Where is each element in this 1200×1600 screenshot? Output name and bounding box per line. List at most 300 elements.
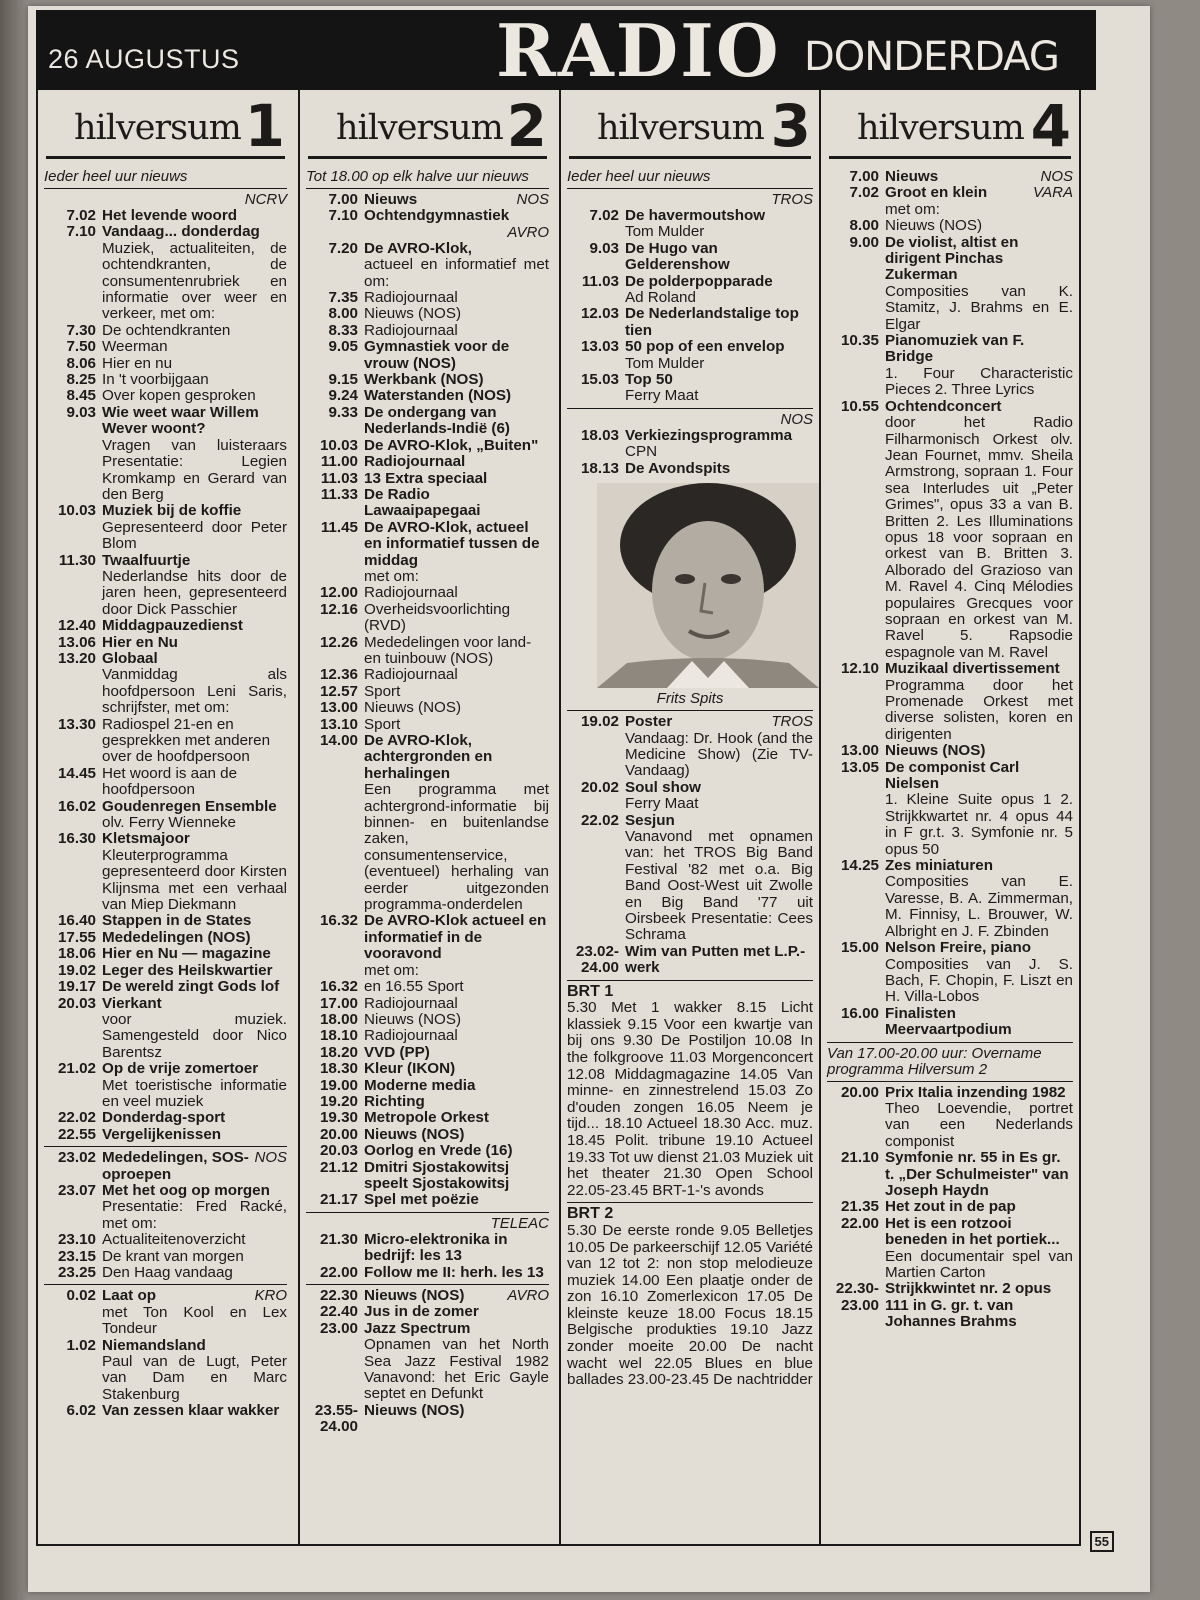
program-time: 18.30 bbox=[319, 1060, 358, 1078]
program-row bbox=[567, 461, 813, 477]
page-header bbox=[36, 8, 1096, 93]
program-row bbox=[567, 208, 813, 224]
program-time: 21.35 bbox=[840, 1198, 879, 1216]
program-time: 9.15 bbox=[328, 371, 358, 389]
program-time: 9.33 bbox=[328, 403, 358, 421]
program-subitem: Hier en nu bbox=[102, 354, 173, 372]
brt1-title: BRT 1 bbox=[567, 982, 614, 1000]
program-subitem: Actualiteitenoverzicht bbox=[102, 1231, 246, 1249]
program-time: 12.40 bbox=[57, 617, 96, 635]
program-time: 10.35 bbox=[840, 332, 879, 350]
program-row bbox=[827, 858, 1073, 874]
program-subitem: Radiojournaal bbox=[364, 289, 458, 307]
program-time: 21.12 bbox=[319, 1158, 358, 1176]
brt2-block bbox=[567, 1206, 813, 1389]
program-title: Werkbank (NOS) bbox=[364, 371, 484, 389]
program-title: Van zessen klaar wakker bbox=[102, 1402, 280, 1420]
divider bbox=[306, 188, 549, 189]
program-title: Radiojournaal bbox=[364, 453, 466, 471]
divider bbox=[567, 710, 813, 711]
program-row bbox=[44, 963, 287, 979]
program-time: 0.02 bbox=[66, 1287, 96, 1305]
program-title: De AVRO-Klok, achtergronden en herhalingen bbox=[364, 732, 493, 782]
program-description: door het Radio Filharmonisch Orkest olv. Jean Fournet, mmv. Sheila Armstrong, sopraan 1. Four sea Interludes uit „Peter Grimes", opus 33 a van B. Britten 2. Les Illuminations opus 18 voor sopraan en orkest van B. Britten 3. Alborado del Grazioso van M. Ravel 4. Cinq Mélodies populaires Grecques voor sopraan en orkest van M. Ravel 5. Rapsodie espagnole van M. Ravel bbox=[885, 414, 1073, 661]
program-row bbox=[306, 1143, 549, 1159]
program-row bbox=[306, 290, 549, 306]
program-row bbox=[827, 1150, 1073, 1199]
program-time: 9.03 bbox=[589, 239, 619, 257]
program-time: 7.02 bbox=[66, 207, 96, 224]
program-time: 23.00 bbox=[319, 1319, 358, 1337]
program-description: met om: bbox=[364, 961, 419, 979]
station-name: hilversum bbox=[597, 108, 764, 148]
program-description: met om: bbox=[885, 200, 940, 218]
program-time: 7.02 bbox=[849, 184, 879, 202]
program-row bbox=[44, 224, 287, 240]
program-row bbox=[44, 405, 287, 438]
program-time: 12.03 bbox=[580, 305, 619, 323]
program-row bbox=[306, 306, 549, 322]
program-time: 7.02 bbox=[589, 207, 619, 224]
program-description: Een documentair spel van Martien Carton bbox=[885, 1247, 1073, 1281]
program-items bbox=[827, 169, 1073, 1331]
program-title: Nieuws (NOS) bbox=[364, 1287, 465, 1304]
divider bbox=[567, 1202, 813, 1203]
program-title: VVD (PP) bbox=[364, 1043, 430, 1061]
program-title: De wereld zingt Gods lof bbox=[102, 978, 280, 996]
program-title: Hier en Nu — magazine bbox=[102, 945, 271, 963]
program-row bbox=[306, 1232, 549, 1265]
program-row bbox=[306, 1094, 549, 1110]
divider bbox=[567, 980, 813, 981]
column-hilversum-4 bbox=[819, 90, 1081, 1544]
program-time: 13.30 bbox=[57, 715, 96, 733]
program-title: De violist, altist en dirigent Pinchas Zukerman bbox=[885, 233, 1019, 284]
program-row bbox=[306, 635, 549, 668]
program-row bbox=[306, 667, 549, 683]
presenter-photo bbox=[597, 483, 809, 688]
program-time: 11.03 bbox=[320, 469, 358, 487]
program-time: 23.07 bbox=[57, 1181, 96, 1199]
program-row bbox=[306, 1321, 549, 1337]
divider bbox=[567, 188, 813, 189]
program-time: 12.26 bbox=[319, 633, 358, 651]
program-subitem: Nieuws (NOS) bbox=[364, 305, 462, 323]
program-row bbox=[306, 602, 549, 635]
program-time: 15.03 bbox=[580, 371, 619, 389]
station-heading bbox=[308, 90, 547, 159]
program-description: met Ton Kool en Lex Tondeur bbox=[102, 1303, 287, 1338]
program-row bbox=[44, 1183, 287, 1199]
program-description: 1. Four Characteristic Pieces 2. Three Lyrics bbox=[885, 364, 1073, 399]
program-row bbox=[827, 1085, 1073, 1101]
program-time: 21.17 bbox=[319, 1191, 358, 1209]
header-date: 26 AUGUSTUS bbox=[48, 44, 240, 74]
program-time: 9.05 bbox=[328, 338, 358, 356]
program-row bbox=[567, 780, 813, 796]
program-time: 8.45 bbox=[66, 387, 96, 405]
program-title: Moderne media bbox=[364, 1076, 476, 1094]
program-row bbox=[44, 372, 287, 388]
program-subitem: Overheidsvoorlichting (RVD) bbox=[364, 600, 511, 635]
broadcaster-label: NOS bbox=[254, 1149, 287, 1167]
program-description: Ferry Maat bbox=[625, 795, 699, 813]
program-row bbox=[44, 651, 287, 667]
program-subitem: Het woord is aan de hoofdpersoon bbox=[102, 764, 238, 799]
program-title: De AVRO-Klok, bbox=[364, 239, 473, 257]
program-title: Het is een rotzooi beneden in het portiek... bbox=[885, 1214, 1060, 1249]
station-heading bbox=[829, 90, 1071, 159]
program-title: Gymnastiek voor de vrouw (NOS) bbox=[364, 338, 510, 372]
program-title: De AVRO-Klok, „Buiten" bbox=[364, 436, 539, 454]
program-items-top bbox=[567, 192, 813, 477]
program-title: Nelson Freire, piano bbox=[885, 939, 1032, 957]
program-row bbox=[827, 218, 1073, 234]
program-time: 20.03 bbox=[57, 994, 96, 1012]
program-time: 11.45 bbox=[320, 518, 358, 536]
program-description: Gepresenteerd door Peter Blom bbox=[102, 518, 287, 553]
program-time: 17.00 bbox=[319, 994, 358, 1012]
news-note: Ieder heel uur nieuws bbox=[567, 168, 711, 185]
program-title: Stappen in de States bbox=[102, 912, 252, 930]
program-row bbox=[567, 428, 813, 444]
program-title: Nieuws bbox=[364, 191, 418, 208]
program-time: 7.00 bbox=[849, 168, 879, 185]
column-hilversum-1 bbox=[36, 90, 293, 1544]
program-subitem: Radiojournaal bbox=[364, 584, 458, 602]
program-row bbox=[306, 733, 549, 782]
program-row bbox=[306, 520, 549, 569]
program-subitem: Den Haag vandaag bbox=[102, 1264, 233, 1281]
program-description: olv. Ferry Wienneke bbox=[102, 814, 236, 832]
program-title: Vergelijkenissen bbox=[102, 1125, 222, 1143]
program-row bbox=[827, 1281, 1073, 1330]
brt1-schedule: 5.30 Met 1 wakker 8.15 Licht klassiek 9.15 Voor een kwartje van bij ons 9.30 De Postiljon 10.08 In the folkgroove 11.03 Morgenconcert 12.08 Middagmagazine 14.05 Van minne- en zinnestrelend 15.03 Zo d'ouden zongen 16.05 Neem je tijd... 18.10 Actueel 18.30 Acc. muz. 18.45 Polit. tribune 19.10 Actueel 19.33 Tot uw dienst 21.03 Muziek uit het theater 21.30 Open School 22.05-23.45 BRT-1-'s avonds bbox=[567, 999, 813, 1199]
program-time: 22.30-23.00 bbox=[835, 1280, 879, 1314]
program-row bbox=[306, 388, 549, 404]
program-time: 11.00 bbox=[320, 453, 358, 471]
program-title: Laat op bbox=[102, 1287, 157, 1305]
photo-caption: Frits Spits bbox=[656, 690, 724, 708]
program-subitem: Mededelingen voor land- en tuinbouw (NOS) bbox=[364, 633, 532, 667]
program-time: 16.32 bbox=[319, 978, 358, 996]
program-row bbox=[44, 1249, 287, 1265]
program-time: 18.06 bbox=[57, 945, 96, 963]
program-title: Pianomuziek van F. Bridge bbox=[885, 332, 1025, 366]
program-time: 11.33 bbox=[320, 485, 358, 503]
column-hilversum-3 bbox=[559, 90, 819, 1544]
program-title: Niemandsland bbox=[102, 1336, 206, 1354]
divider bbox=[44, 188, 287, 189]
station-name: hilversum bbox=[74, 108, 241, 148]
program-time: 21.10 bbox=[840, 1149, 879, 1167]
column-hilversum-2 bbox=[298, 90, 555, 1544]
broadcaster-label: KRO bbox=[254, 1287, 287, 1305]
program-row bbox=[827, 1006, 1073, 1039]
program-row bbox=[44, 356, 287, 372]
station-heading bbox=[46, 90, 285, 159]
program-subitem: De krant van morgen bbox=[102, 1247, 244, 1265]
program-subitem: en 16.55 Sport bbox=[364, 978, 464, 996]
program-title: Muziek bij de koffie bbox=[102, 502, 242, 520]
station-name: hilversum bbox=[336, 108, 503, 148]
program-title: Vandaag... donderdag bbox=[102, 223, 260, 241]
program-time: 22.02 bbox=[57, 1109, 96, 1127]
program-subitem: Radiojournaal bbox=[364, 1027, 458, 1045]
program-description: voor muziek. Samengesteld door Nico Barentsz bbox=[102, 1010, 287, 1061]
program-title: Goudenregen Ensemble bbox=[102, 797, 277, 815]
divider bbox=[44, 1284, 287, 1285]
program-row bbox=[44, 831, 287, 847]
program-subitem: Sport bbox=[364, 682, 401, 700]
program-time: 8.33 bbox=[328, 321, 358, 339]
program-time: 9.00 bbox=[849, 233, 879, 251]
program-row bbox=[306, 454, 549, 470]
program-time: 8.00 bbox=[328, 305, 358, 323]
program-row bbox=[44, 766, 287, 799]
program-row bbox=[44, 1110, 287, 1126]
program-row bbox=[306, 1110, 549, 1126]
program-title: Kletsmajoor bbox=[102, 830, 190, 848]
program-description: Ferry Maat bbox=[625, 387, 699, 405]
broadcaster-label: VARA bbox=[1032, 184, 1073, 202]
program-row bbox=[44, 1232, 287, 1248]
program-time: 10.55 bbox=[840, 397, 879, 415]
program-description: Met toeristische informatie en veel muziek bbox=[102, 1076, 287, 1110]
header-day: DONDERDAG bbox=[804, 34, 1059, 80]
program-title: Nieuws bbox=[885, 168, 939, 185]
program-description: Composities van K. Stamitz, J. Brahms en E. Elgar bbox=[885, 282, 1073, 333]
program-row bbox=[827, 185, 1073, 201]
program-row bbox=[44, 946, 287, 962]
program-time: 20.02 bbox=[580, 778, 619, 796]
program-time: 16.32 bbox=[319, 912, 358, 930]
program-time: 14.00 bbox=[319, 732, 358, 749]
program-title: Waterstanden (NOS) bbox=[364, 387, 512, 405]
program-title: Middagpauzedienst bbox=[102, 617, 243, 635]
program-row bbox=[44, 1061, 287, 1077]
program-title: Met het oog op morgen bbox=[102, 1181, 270, 1199]
program-time: 1.02 bbox=[66, 1336, 96, 1354]
program-time: 14.45 bbox=[57, 764, 96, 782]
program-row bbox=[306, 405, 549, 438]
program-title: Nieuws (NOS) bbox=[885, 742, 986, 760]
program-subitem: Nieuws (NOS) bbox=[364, 1010, 462, 1028]
program-title: Prix Italia inzending 1982 bbox=[885, 1083, 1066, 1101]
divider bbox=[44, 1146, 287, 1147]
program-title: Twaalfuurtje bbox=[102, 551, 191, 569]
program-description: Composities van E. Varesse, B. A. Zimmerman, M. Finnisy, L. Brouwer, W. Albright en J. F. Zbinden bbox=[885, 873, 1073, 940]
program-time: 16.02 bbox=[57, 797, 96, 815]
program-title: Op de vrije zomertoer bbox=[102, 1060, 259, 1078]
program-row bbox=[306, 1304, 549, 1320]
program-description: Vragen van luisteraars Presentatie: Legien Kromkamp en Gerard van den Berg bbox=[102, 436, 287, 503]
program-title: Spel met poëzie bbox=[364, 1191, 479, 1209]
program-time: 22.02 bbox=[580, 811, 619, 829]
program-row bbox=[44, 323, 287, 339]
program-row bbox=[827, 940, 1073, 956]
broadcaster-label: NCRV bbox=[244, 191, 287, 208]
program-row bbox=[44, 913, 287, 929]
program-description: Tom Mulder bbox=[625, 223, 705, 241]
adjacent-page-edge bbox=[0, 0, 28, 1600]
program-row bbox=[567, 372, 813, 388]
program-time: 8.06 bbox=[66, 354, 96, 372]
program-row bbox=[44, 979, 287, 995]
program-row bbox=[44, 553, 287, 569]
program-description: Vandaag: Dr. Hook (and the Medicine Show) (Zie TV-Vandaag) bbox=[625, 729, 813, 780]
program-time: 13.05 bbox=[840, 758, 879, 776]
program-time: 23.02-24.00 bbox=[575, 942, 619, 977]
program-row bbox=[44, 930, 287, 946]
program-title: 13 Extra speciaal bbox=[364, 469, 488, 487]
program-time: 20.03 bbox=[319, 1142, 358, 1160]
program-row bbox=[44, 1403, 287, 1419]
program-time: 12.10 bbox=[840, 660, 879, 678]
program-title: Strijkkwintet nr. 2 opus 111 in G. gr. t. van Johannes Brahms bbox=[885, 1280, 1052, 1331]
program-row bbox=[306, 1403, 549, 1436]
program-description: Programma door het Promenade Orkest met diverse solisten, koren en dirigenten bbox=[885, 676, 1073, 743]
brt2-schedule: 5.30 De eerste ronde 9.05 Belletjes 10.05 De parkeerschijf 12.05 Variété van 12 tot 2: non stop melodieuze muziek 14.00 Een plaatje onder de zon 16.10 Zomerlexicon 17.05 De kleinste keuze 18.00 Focus 18.15 Belgische produkties 19.10 Jazz zonder moeite 20.00 De nacht wacht wel 22.05 Blues en blue ballades 23.00-23.45 De nachtridder bbox=[567, 1221, 813, 1389]
program-description: Composities van J. S. Bach, F. Chopin, F. Liszt en H. Villa-Lobos bbox=[885, 955, 1073, 1006]
program-title: Nieuws (NOS) bbox=[364, 1401, 465, 1419]
program-row bbox=[44, 388, 287, 404]
program-time: 13.03 bbox=[580, 338, 619, 356]
program-title: Top 50 bbox=[625, 371, 673, 389]
program-time: 13.00 bbox=[840, 742, 879, 760]
program-time: 7.10 bbox=[66, 223, 96, 241]
program-row bbox=[44, 1150, 287, 1183]
program-title: Verkiezingsprogramma bbox=[625, 426, 793, 444]
program-row bbox=[827, 1199, 1073, 1215]
program-row bbox=[306, 1127, 549, 1143]
program-row bbox=[306, 1192, 549, 1208]
program-time: 20.00 bbox=[840, 1083, 879, 1101]
program-time: 8.25 bbox=[66, 371, 96, 389]
program-row bbox=[567, 813, 813, 829]
magazine-page bbox=[28, 6, 1150, 1592]
program-row bbox=[44, 635, 287, 651]
program-row bbox=[306, 1288, 549, 1304]
program-description: Muziek, actualiteiten, de ochtendkranten, de consumentenrubriek en informatie over weer en verkeer, met om: bbox=[102, 239, 287, 323]
program-description: Paul van de Lugt, Peter van Dam en Marc Stakenburg bbox=[102, 1353, 287, 1403]
program-title: Jazz Spectrum bbox=[364, 1319, 471, 1337]
program-title: Oorlog en Vrede (16) bbox=[364, 1142, 513, 1160]
program-title: Micro-elektronika in bedrijf: les 13 bbox=[364, 1230, 508, 1265]
program-row bbox=[827, 743, 1073, 759]
broadcaster-label: TROS bbox=[771, 713, 813, 731]
program-title: Mededelingen (NOS) bbox=[102, 928, 251, 946]
program-description: Vanmiddag als hoofdpersoon Leni Saris, schrijfster, met om: bbox=[102, 666, 287, 717]
program-time: 7.00 bbox=[328, 191, 358, 208]
program-title: Richting bbox=[364, 1092, 425, 1110]
broadcaster-label: AVRO bbox=[507, 1287, 549, 1304]
program-row bbox=[306, 471, 549, 487]
program-row bbox=[567, 714, 813, 730]
program-time: 18.00 bbox=[319, 1010, 358, 1028]
divider bbox=[306, 1284, 549, 1285]
program-subitem: Radiojournaal bbox=[364, 994, 458, 1012]
program-time: 16.30 bbox=[57, 830, 96, 848]
program-title: Kleur (IKON) bbox=[364, 1060, 456, 1078]
station-number: 2 bbox=[506, 92, 547, 160]
program-title: De AVRO-Klok actueel en informatief in de vooravond bbox=[364, 912, 547, 963]
brt1-block bbox=[567, 984, 813, 1200]
program-time: 23.10 bbox=[57, 1231, 96, 1249]
program-subitem: Over kopen gesproken bbox=[102, 387, 256, 405]
program-time: 19.02 bbox=[57, 961, 96, 979]
program-title: Groot en klein bbox=[885, 184, 988, 202]
program-row bbox=[827, 399, 1073, 415]
divider bbox=[827, 1081, 1073, 1082]
program-row bbox=[567, 339, 813, 355]
bottom-rule bbox=[36, 1544, 1081, 1546]
program-title: De Radio Lawaaipapegaai bbox=[364, 485, 481, 520]
program-row bbox=[567, 306, 813, 339]
program-row bbox=[306, 323, 549, 339]
program-row bbox=[567, 241, 813, 274]
program-row bbox=[567, 274, 813, 290]
program-time: 6.02 bbox=[66, 1402, 96, 1420]
program-row bbox=[827, 661, 1073, 677]
broadcaster-label: TELEAC bbox=[490, 1214, 549, 1232]
program-title: De Avondspits bbox=[625, 459, 731, 477]
program-row bbox=[306, 979, 549, 995]
program-subitem: Nieuws (NOS) bbox=[364, 699, 462, 717]
program-time: 15.00 bbox=[840, 939, 879, 957]
program-time: 23.55-24.00 bbox=[314, 1401, 358, 1436]
news-note: Tot 18.00 op elk halve uur nieuws bbox=[306, 168, 529, 185]
program-row bbox=[306, 1028, 549, 1044]
program-row bbox=[306, 372, 549, 388]
program-subitem: Radiojournaal bbox=[364, 666, 458, 684]
program-items-bottom bbox=[567, 710, 813, 977]
program-title: De componist Carl Nielsen bbox=[885, 758, 1020, 793]
program-time: 7.30 bbox=[66, 321, 96, 339]
divider bbox=[306, 1212, 549, 1213]
program-time: 16.00 bbox=[840, 1004, 879, 1022]
program-time: 22.00 bbox=[840, 1214, 879, 1232]
program-title: Wie weet waar Willem Wever woont? bbox=[102, 403, 259, 438]
program-title: Zes miniaturen bbox=[885, 857, 994, 875]
program-subitem: Radiospel 21-en en gesprekken met anderen over de hoofdpersoon bbox=[102, 715, 271, 766]
station-name: hilversum bbox=[857, 108, 1024, 148]
program-time: 10.03 bbox=[319, 436, 358, 454]
program-title: De polderpopparade bbox=[625, 272, 773, 290]
program-row bbox=[306, 913, 549, 962]
program-description: 1. Kleine Suite opus 1 2. Strijkkwartet nr. 4 opus 44 in F gr.t. 3. Symfonie nr. 5 opus 50 bbox=[885, 791, 1073, 858]
program-time: 12.36 bbox=[319, 666, 358, 684]
program-title: De havermoutshow bbox=[625, 207, 766, 224]
program-description: Presentatie: Fred Racké, met om: bbox=[102, 1198, 287, 1232]
program-row bbox=[306, 487, 549, 520]
program-time: 16.40 bbox=[57, 912, 96, 930]
program-time: 7.10 bbox=[328, 207, 358, 225]
program-time: 11.30 bbox=[58, 551, 96, 569]
program-time: 21.02 bbox=[57, 1060, 96, 1078]
program-row bbox=[44, 1127, 287, 1143]
program-description: Ad Roland bbox=[625, 289, 696, 307]
program-row bbox=[306, 700, 549, 716]
broadcaster-label: NOS bbox=[516, 191, 549, 208]
program-title: De Hugo van Gelderenshow bbox=[625, 239, 730, 274]
program-time: 23.25 bbox=[57, 1264, 96, 1281]
program-row bbox=[827, 760, 1073, 793]
program-time: 11.03 bbox=[581, 272, 619, 290]
program-title: Ochtendgymnastiek bbox=[364, 207, 510, 225]
program-title: Leger des Heilskwartier bbox=[102, 961, 273, 979]
program-time: 18.10 bbox=[319, 1027, 358, 1045]
